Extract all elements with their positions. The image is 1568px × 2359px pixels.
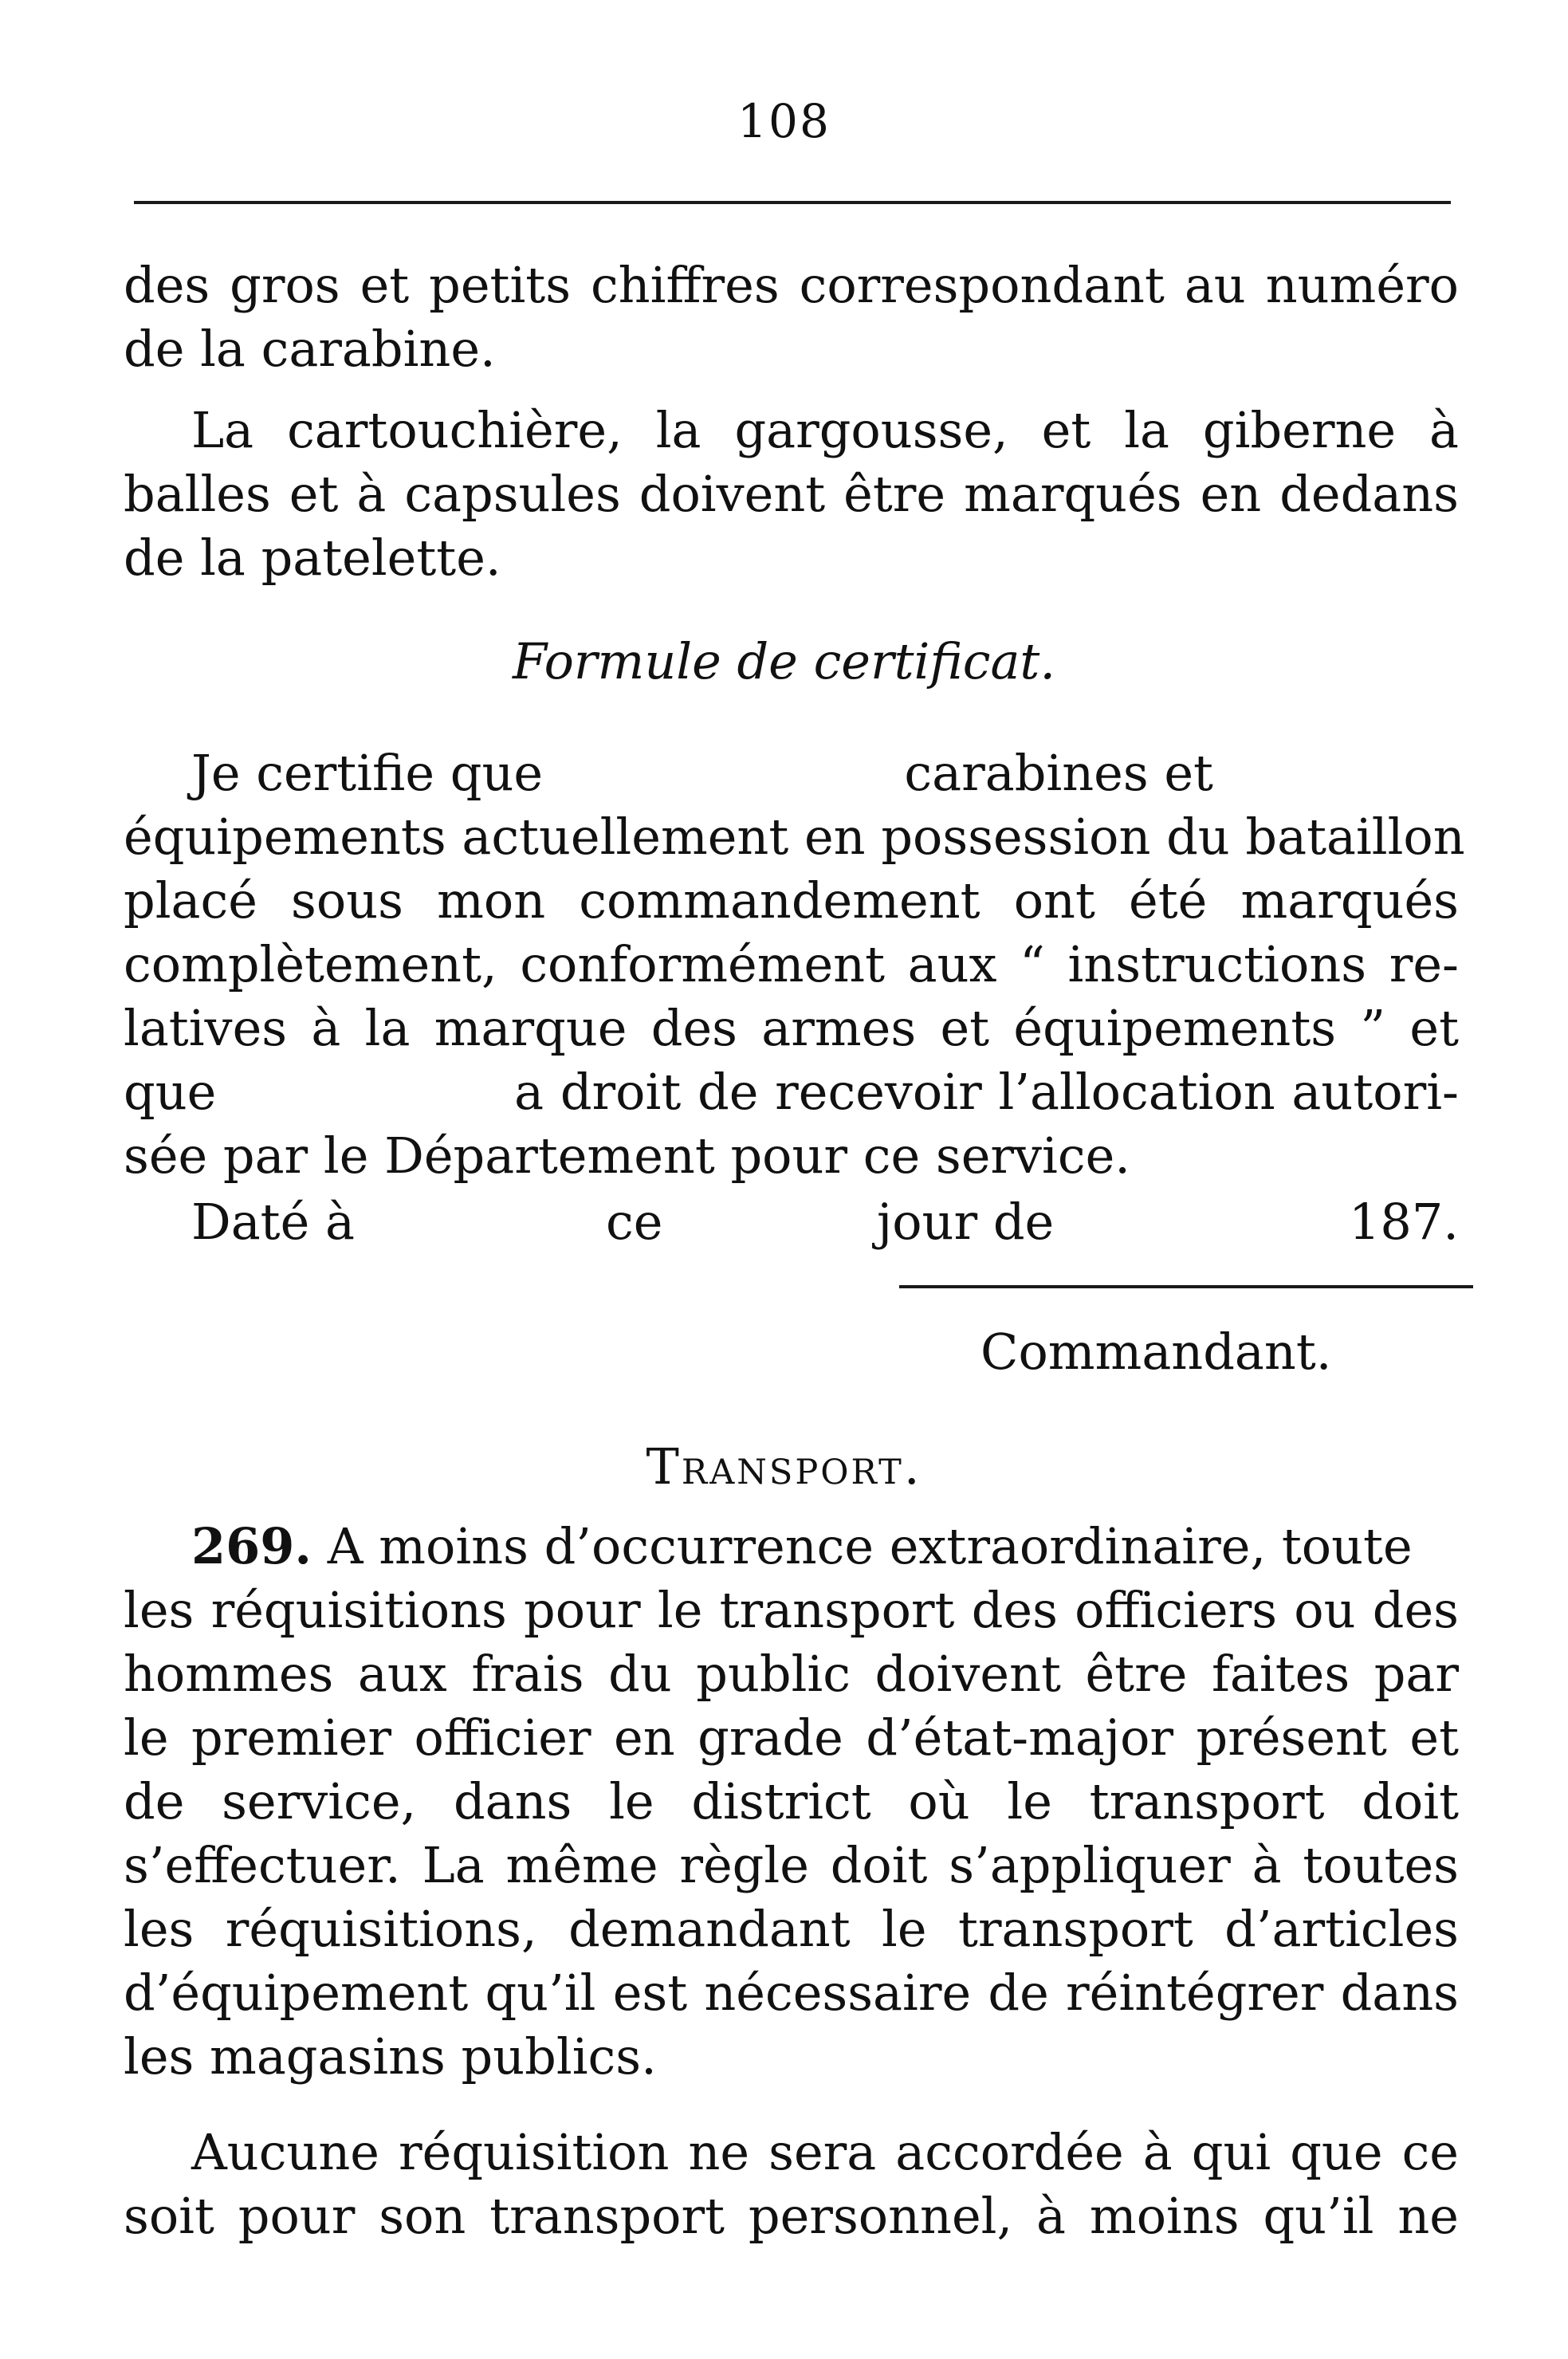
dated-label: Daté à <box>191 1193 355 1251</box>
para3-line-4: le premier officier en grade d’état-major présent et <box>124 1708 1459 1767</box>
signature-label: Commandant. <box>980 1323 1332 1381</box>
page-number: 108 <box>737 94 831 148</box>
para4-line-1: Aucune réquisition ne sera accordée à qui que ce <box>191 2123 1459 2181</box>
certificate-line-6: que a droit de recevoir l’allocation autori- <box>124 1063 1459 1121</box>
para3-line-5: de service, dans le district où le transport doit <box>124 1772 1459 1830</box>
para3-line-1-text: A moins d’occurrence extraordinaire, toute <box>327 1517 1413 1575</box>
dated-ce-label: ce <box>606 1193 663 1251</box>
certificate-line-5: latives à la marque des armes et équipements ” et <box>124 999 1459 1057</box>
para3-line-2: les réquisitions pour le transport des officiers ou des <box>124 1581 1459 1639</box>
para4-line-2: soit pour son transport personnel, à moins qu’il ne <box>124 2187 1459 2245</box>
certificate-line-7: sée par le Département pour ce service. <box>124 1126 1131 1185</box>
para3-line-3: hommes aux frais du public doivent être faites par <box>124 1645 1459 1703</box>
para2-line-2: balles et à capsules doivent être marqués en dedans <box>124 465 1459 523</box>
certificate-line-3: placé sous mon commandement ont été marqués <box>124 871 1459 930</box>
certificate-heading: Formule de certificat. <box>512 632 1056 690</box>
para1-line-1: des gros et petits chiffres correspondant au numéro <box>124 256 1459 314</box>
para3-line-1 <box>191 1515 1459 1579</box>
certificate-line-1: Je certifie que carabines et <box>191 744 1213 802</box>
signature-rule <box>899 1285 1473 1288</box>
paragraph-number: 269. <box>191 1517 312 1575</box>
para2-line-1: La cartouchière, la gargousse, et la giberne à <box>191 401 1459 459</box>
para3-line-9: les magasins publics. <box>124 2027 657 2086</box>
para3-line-6: s’effectuer. La même règle doit s’appliquer à toutes <box>124 1836 1459 1894</box>
para3-line-7: les réquisitions, demandant le transport d’articles <box>124 1900 1459 1958</box>
certificate-line-4: complètement, conformément aux “ instructions re- <box>124 935 1459 993</box>
header-rule <box>134 201 1451 204</box>
para3-line-8: d’équipement qu’il est nécessaire de réintégrer dans <box>124 1964 1459 2022</box>
para1-line-2: de la carabine. <box>124 320 496 378</box>
para2-line-3: de la patelette. <box>124 529 501 587</box>
dated-year: 187. <box>1348 1193 1459 1251</box>
section-heading: Transport. <box>646 1437 922 1496</box>
certificate-line-2: équipements actuellement en possession du bataillon <box>124 808 1465 866</box>
dated-jour-label: jour de <box>877 1193 1055 1251</box>
